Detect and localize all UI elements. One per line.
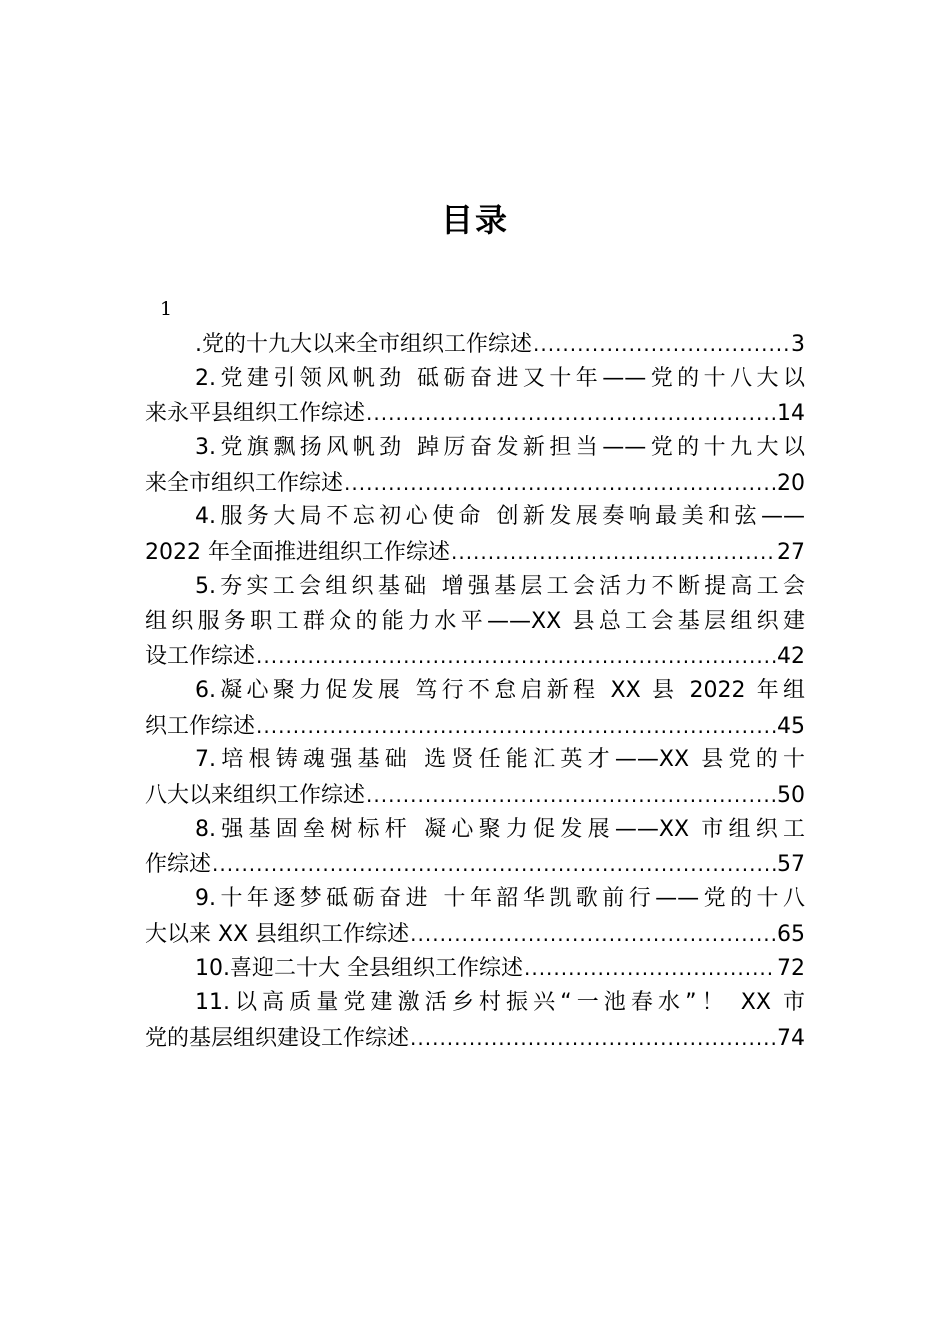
table-of-contents xyxy=(145,327,805,1055)
section-number: 1 xyxy=(160,298,173,320)
toc-page-number: 45 xyxy=(777,713,805,739)
dot-leader xyxy=(256,709,776,744)
toc-page-number: 74 xyxy=(777,1025,805,1051)
dot-leader xyxy=(410,1021,776,1056)
toc-entry-title-line: 6.凝心聚力促发展 笃行不怠启新程 XX 县 2022 年组 xyxy=(195,677,805,703)
toc-page-number: 50 xyxy=(777,782,805,808)
toc-page-number: 65 xyxy=(777,921,805,947)
toc-entry-title-line: 大以来 XX 县组织工作综述 xyxy=(145,921,410,947)
dot-leader xyxy=(212,847,776,882)
toc-entry-title-line: 3.党旗飘扬风帆劲 踔厉奋发新担当——党的十九大以 xyxy=(195,435,805,461)
toc-entry[interactable] xyxy=(145,951,805,986)
toc-entry-title-line: 来永平县组织工作综述 xyxy=(145,401,366,427)
toc-entry[interactable] xyxy=(145,882,805,951)
dot-leader xyxy=(410,917,776,952)
toc-entry-title-line: 10.喜迎二十大 全县组织工作综述 xyxy=(195,956,523,982)
toc-page-number: 14 xyxy=(777,401,805,427)
toc-entry-title-line: 织工作综述 xyxy=(145,713,256,739)
dot-leader xyxy=(366,778,776,813)
dot-leader xyxy=(344,466,776,501)
toc-entry[interactable] xyxy=(145,327,805,362)
toc-entry-title-line: 2.党建引领风帆劲 砥砺奋进又十年——党的十八大以 xyxy=(195,365,805,391)
toc-entry[interactable] xyxy=(145,500,805,569)
toc-page-number: 27 xyxy=(777,540,805,566)
toc-entry-title-line: 来全市组织工作综述 xyxy=(145,470,344,496)
toc-page-number: 3 xyxy=(791,332,805,357)
toc-entry[interactable] xyxy=(145,813,805,882)
toc-entry-title-line: 4.服务大局不忘初心使命 创新发展奏响最美和弦—— xyxy=(195,504,805,530)
toc-page-number: 57 xyxy=(777,852,805,878)
dot-leader xyxy=(451,535,776,570)
toc-entry[interactable] xyxy=(145,570,805,674)
toc-entry-title-line: 组织服务职工群众的能力水平——XX 县总工会基层组织建 xyxy=(145,608,805,634)
toc-entry[interactable] xyxy=(145,743,805,812)
dot-leader xyxy=(256,639,776,674)
dot-leader xyxy=(524,951,776,986)
toc-page-number: 72 xyxy=(777,956,805,982)
toc-entry-title-line: 9.十年逐梦砥砺奋进 十年韶华凯歌前行——党的十八 xyxy=(195,886,805,911)
dot-leader xyxy=(366,396,776,431)
toc-entry-title-line: 5.夯实工会组织基础 增强基层工会活力不断提高工会 xyxy=(195,573,805,599)
toc-entry-title-line: 8.强基固垒树标杆 凝心聚力促发展——XX 市组织工 xyxy=(195,816,805,842)
toc-entry[interactable] xyxy=(145,431,805,500)
page-title: 目录 xyxy=(440,201,509,239)
toc-entry-title-line: 八大以来组织工作综述 xyxy=(145,782,366,808)
toc-entry-title-line: 11.以高质量党建激活乡村振兴“一池春水”！ XX 市 xyxy=(195,990,805,1016)
toc-page-number: 42 xyxy=(777,644,805,670)
toc-entry[interactable] xyxy=(145,986,805,1055)
toc-entry-title-line: 作综述 xyxy=(145,852,212,878)
toc-entry-title-line: 7.培根铸魂强基础 选贤任能汇英才——XX 县党的十 xyxy=(195,747,805,773)
dot-leader xyxy=(533,327,790,362)
toc-entry-title-line: 2022 年全面推进组织工作综述 xyxy=(145,540,450,566)
toc-entry-title-line: 党的基层组织建设工作综述 xyxy=(145,1025,410,1051)
toc-entry-title-line: 设工作综述 xyxy=(145,644,256,670)
toc-entry[interactable] xyxy=(145,362,805,431)
toc-page-number: 20 xyxy=(777,470,805,496)
toc-entry[interactable] xyxy=(145,674,805,743)
toc-entry-title-line: .党的十九大以来全市组织工作综述 xyxy=(195,332,532,357)
